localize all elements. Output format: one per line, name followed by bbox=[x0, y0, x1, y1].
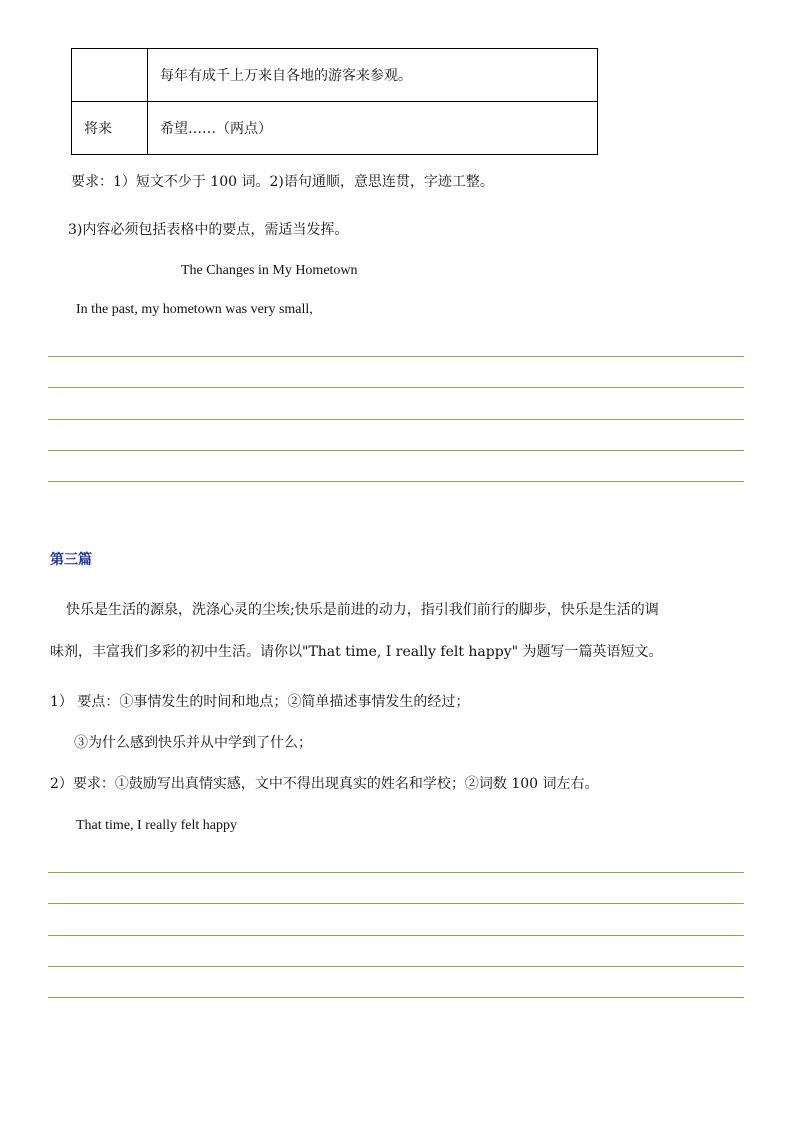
info-table bbox=[71, 48, 598, 155]
writing-line bbox=[48, 387, 744, 388]
essay-start-text: That time, I really felt happy bbox=[76, 818, 237, 833]
writing-line bbox=[48, 481, 744, 482]
section-heading: 第三篇 bbox=[50, 552, 92, 568]
table-cell-text: 每年有成千上万来自各地的游客来参观。 bbox=[148, 49, 598, 102]
writing-line bbox=[48, 935, 744, 936]
essay-title: The Changes in My Hometown bbox=[181, 263, 358, 278]
table-row bbox=[72, 49, 598, 102]
requirements-line-2: 3)内容必须包括表格中的要点，需适当发挥。 bbox=[68, 222, 349, 238]
writing-line bbox=[48, 903, 744, 904]
writing-line bbox=[48, 419, 744, 420]
requirements-line-1: 要求：1）短文不少于 100 词。2)语句通顺，意思连贯，字迹工整。 bbox=[71, 174, 494, 190]
writing-line bbox=[48, 872, 744, 873]
table-cell-label bbox=[72, 49, 148, 102]
writing-line bbox=[48, 997, 744, 998]
point-1a: 1） 要点：①事情发生的时间和地点；②简单描述事情发生的经过； bbox=[50, 694, 470, 710]
intro-line-1: 快乐是生活的源泉，洗涤心灵的尘埃;快乐是前进的动力，指引我们前行的脚步，快乐是生活的调 bbox=[66, 602, 659, 618]
essay-start-text: In the past, my hometown was very small, bbox=[76, 302, 313, 317]
writing-line bbox=[48, 966, 744, 967]
table-cell-text: 希望……（两点） bbox=[148, 102, 598, 155]
writing-line bbox=[48, 450, 744, 451]
table-cell-label: 将来 bbox=[72, 102, 148, 155]
intro-line-2: 味剂，丰富我们多彩的初中生活。请你以"That time, I really felt happy" 为题写一篇英语短文。 bbox=[50, 644, 663, 660]
point-1b: ③为什么感到快乐并从中学到了什么； bbox=[74, 735, 312, 751]
point-2: 2）要求：①鼓励写出真情实感，文中不得出现真实的姓名和学校；②词数 100 词左右。 bbox=[50, 776, 599, 792]
table-row bbox=[72, 102, 598, 155]
writing-line bbox=[48, 356, 744, 357]
